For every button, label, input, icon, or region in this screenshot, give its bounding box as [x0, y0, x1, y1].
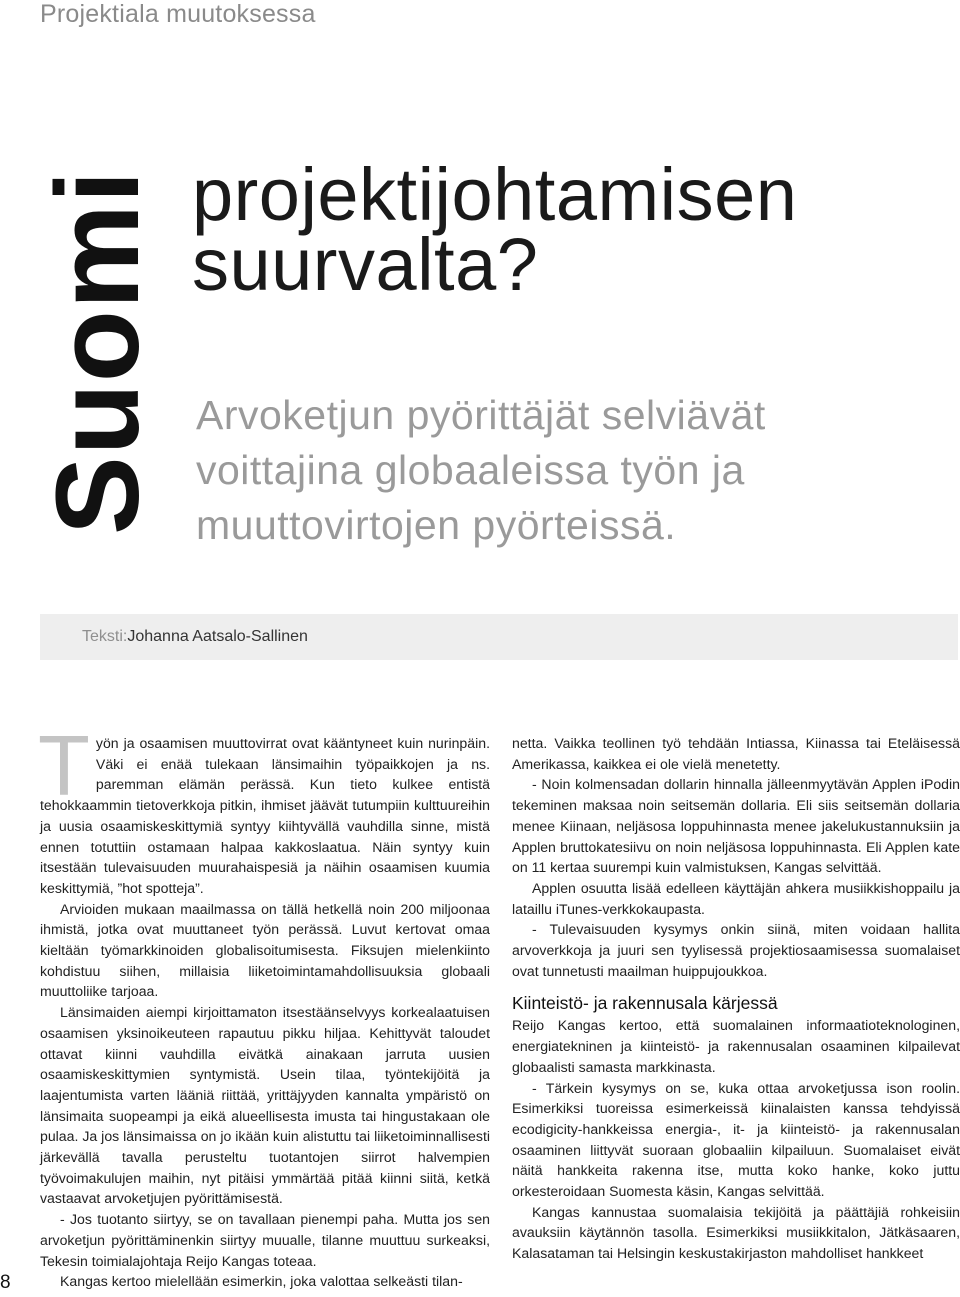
paragraph [38, 719, 490, 899]
paragraph: - Jos tuotanto siirtyy, se on tavallaan pienempi paha. Mutta jos sen arvoketjun pyörittäminenkin siirtyy muualle, tilanne muuttuu surkeaksi, Tekesin toimialajohtaja Reijo Kangas toteaa. [40, 1211, 490, 1269]
subtitle-line-1: Arvoketjun pyörittäjät selviävät [196, 392, 766, 438]
paragraph: Reijo Kangas kertoo, että suomalainen informaatioteknologinen, energiatekninen ja kiinteistö- ja rakennusalan osaaminen kilpailevat globaalisti samasta markkinasta. [512, 1017, 960, 1075]
drop-cap: T [38, 719, 90, 814]
paragraph: Applen osuutta lisää edelleen käyttäjän ahkera musiikkishoppailu ja lataillu iTunes-verkkokaupasta. [512, 879, 960, 917]
title-line-1: projektijohtamisen [192, 153, 798, 236]
section-label: Projektiala muutoksessa [40, 0, 316, 28]
article-title [192, 153, 952, 306]
byline-bar [40, 614, 958, 660]
title-line-2: suurvalta? [192, 223, 539, 306]
paragraph: netta. Vaikka teollinen työ tehdään Intiassa, Kiinassa tai Eteläisessä Amerikassa, kaikkea ei ole vielä menetetty. [512, 735, 960, 772]
paragraph: Kangas kannustaa suomalaisia tekijöitä ja päättäjiä rohkeisiin avauksiin käytännön tasolla. Esimerkiksi musiikkitalon, Jätkäsaaren, Kalasataman tai Helsingin keskustakirjaston mahdolliset hankkeet [512, 1203, 960, 1262]
paragraph: Kangas kertoo mielellään esimerkin, joka valottaa selkeästi tilan- [60, 1273, 463, 1290]
paragraph: Länsimaiden aiempi kirjoittamaton itsestäänselvyys korkealaatuisen osaamisen yksinoikeuteen rapautuu pikku hiljaa. Kehittyvät taloudet ottavat kiinni vauhdilla eivätkä ainakaan jarruta uusien osaamiskeskittymien syntymistä. Usein tilaa, työntekijöitä ja laajentumista varten lääniä riittää, yrittäjyyden kannalta ympäristö on länsimaita suopeampi ja eikä alueellisesta imusta tai hingustakaan ole pulaa. Ja jos länsimaissa on jo ikään kuin alistuttu tai liiketoiminnallisesti järkevällä tavalla perusteltu tuotantojen siirrot halvempien työvoimakulujen maihin, nyt pitäisi ymmärtää pitää kiinni siitä, ketkä vastaavat arvoketjujen pyörittämisestä. [40, 1004, 490, 1207]
article-column-right [512, 733, 960, 1264]
paragraph: Arvioiden mukaan maailmassa on tällä hetkellä noin 200 miljoonaa ihmistä, jotka ovat muuttaneet työn perässä. Luvut kertovat omaa kieltään työmarkkinoiden globalisoitumisesta. Fiksujen mielenkiinto kohdistuu siihen, millaisia liiketoimintamahdollisuuksia globaali muuttoliike tarjoaa. [40, 900, 490, 1000]
vertical-word-text: Suomi [32, 169, 164, 535]
byline-author: Johanna Aatsalo-Sallinen [127, 628, 308, 645]
byline-label: Teksti: [82, 628, 128, 645]
subtitle-line-3: muuttovirtojen pyörteissä. [196, 502, 677, 548]
paragraph: - Noin kolmensadan dollarin hinnalla jälleenmyytävän Applen iPodin tekeminen maksaa noin seitsemän dollaria. Eli siis seitsemän dollaria menee Kiinaan, neljäsosa loppuhinnasta menee jakelukustannuksiin ja Applen bruttokatesiivu on noin neljäsosa loppuhinnasta. Eli Applen kate on 11 kertaa suurempi kuin valmistuksen, Kangas selvittää. [512, 776, 960, 876]
article-column-left [38, 719, 490, 1292]
subtitle-line-2: voittajina globaaleissa työn ja [196, 447, 745, 493]
vertical-headline-word [32, 169, 164, 535]
paragraph-text: yön ja osaamisen muuttovirrat ovat kääntyneet kuin nurinpäin. Väki ei enää tulekaan länsimaihin työpaikkojen ja ns. paremman elämän perässä. Kun tieto kulkee entistä tehokkaammin tietoverkkoja pitkin, ihmiset jäävät tutumpiin kulttuureihin ja uusia osaamiskeskittymiä syntyy kiihtyvällä vauhdilla sinne, mistä ennen totuttiin ostamaan halpaa kakkoslaatua. Näin syntyy kuin itsestään tulevaisuuden muurahaispesiä ja näihin osaamisen kuumia keskittymiä, ”hot spotteja”. [40, 735, 490, 896]
paragraph: - Tulevaisuuden kysymys onkin siinä, miten voidaan hallita arvoverkkoja ja juuri sen tyylisessä projektiosaamisessa suomalaiset ovat tunnetusti maailman huippujoukkoa. [512, 921, 960, 979]
paragraph: - Tärkein kysymys on se, kuka ottaa arvoketjussa ison roolin. Esimerkiksi tuoreissa esimerkeissä kiinalaisten kanssa tehdyissä ecodigicity-hankkeissa energia-, it- ja kiinteistö- ja rakennusalan osaaminen liittyvät suoraan globaaliin kilpailuun. Suomalaiset eivät näitä hankkeita rakenna itse, mutta koko hanke, koko juttu orkesteroidaan Suomesta käsin, Kangas selvittää. [512, 1079, 960, 1200]
section-heading: Kiinteistö- ja rakennusala kärjessä [512, 993, 778, 1014]
page-number: 8 [0, 1272, 11, 1293]
article-subtitle [196, 388, 936, 553]
